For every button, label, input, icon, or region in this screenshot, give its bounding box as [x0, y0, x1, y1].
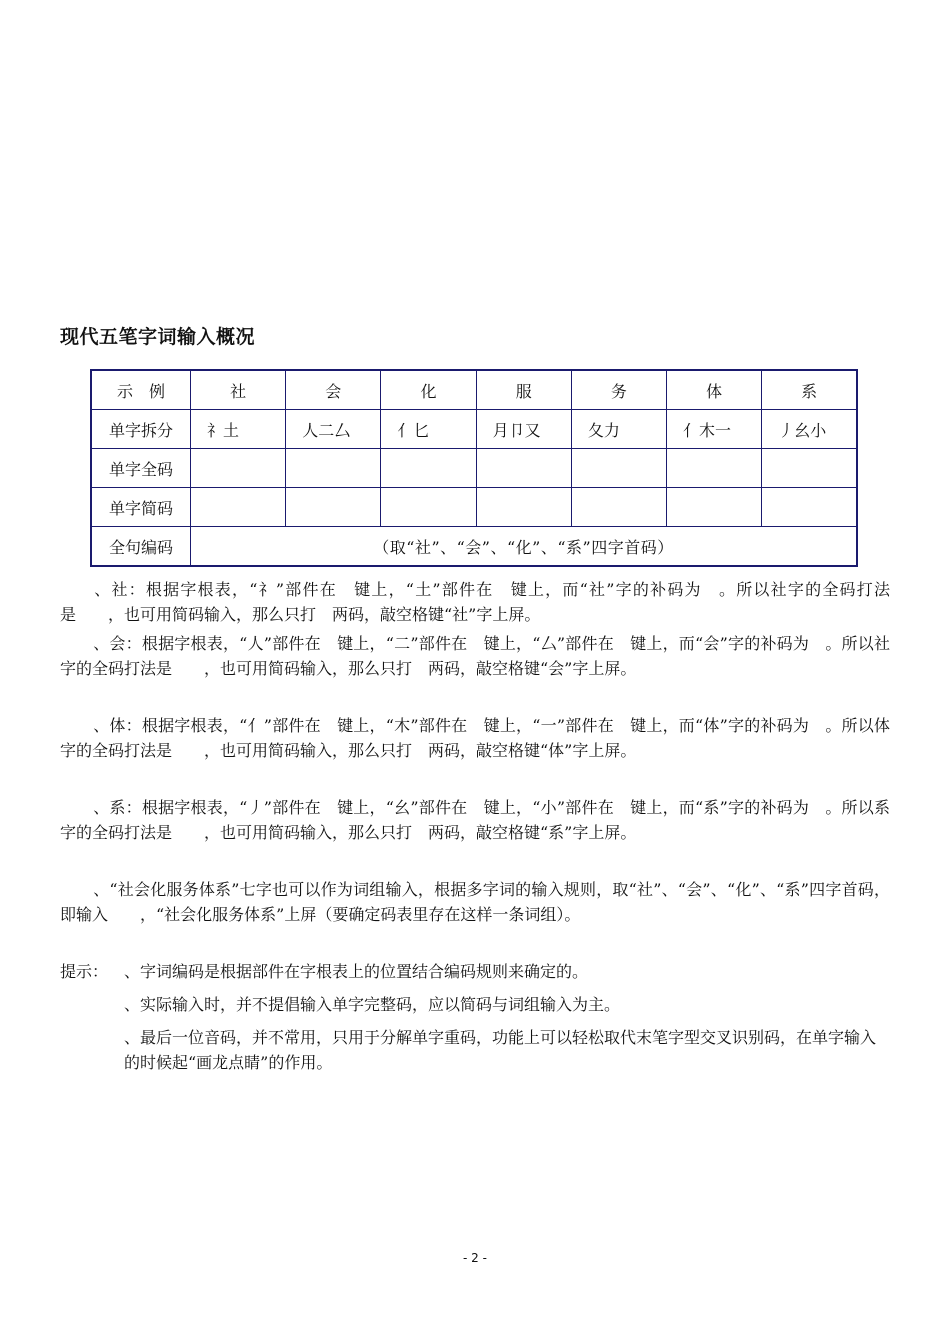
table-header-cell: 系 [762, 370, 857, 410]
tip-item: 、实际输入时，并不提倡输入单字完整码，应以简码与词组输入为主。 [124, 995, 621, 1014]
paragraph-text: 、会：根据字根表，“人”部件在 键上，“二”部件在 键上，“厶”部件在 键上，而“会”字的补码为 。所以社字的全码打法是 ，也可用简码输入，那么只打 两码，敲空格键“会”字上屏。 [60, 634, 890, 678]
table-cell: 亻木一 [667, 410, 762, 449]
table-cell: 礻土 [191, 410, 286, 449]
table-cell [667, 488, 762, 527]
table-header-cell: 会 [286, 370, 381, 410]
paragraph-text: 、体：根据字根表，“亻”部件在 键上，“木”部件在 键上，“一”部件在 键上，而“体”字的补码为 。所以体字的全码打法是 ，也可用简码输入，那么只打 两码，敲空格键“体”字上屏。 [60, 716, 890, 760]
table-cell [286, 449, 381, 488]
table-cell: 月卩又 [476, 410, 571, 449]
tip-item: 、最后一位音码，并不常用，只用于分解单字重码，功能上可以轻松取代末笔字型交叉识别码，在单字输入的时候起“画龙点睛”的作用。 [124, 1028, 877, 1072]
table-cell: 丿幺小 [762, 410, 857, 449]
row-label: 单字简码 [91, 488, 191, 527]
paragraph-text: 、系：根据字根表，“丿”部件在 键上，“幺”部件在 键上，“小”部件在 键上，而“系”字的补码为 。所以系字的全码打法是 ，也可用简码输入，那么只打 两码，敲空格键“系”字上屏。 [60, 798, 890, 842]
table-cell: 亻匕 [381, 410, 476, 449]
table-cell [571, 449, 666, 488]
table-cell [762, 449, 857, 488]
paragraph [60, 795, 890, 845]
wubi-table [90, 369, 858, 567]
table-row [91, 488, 857, 527]
tip-item: 、字词编码是根据部件在字根表上的位置结合编码规则来确定的。 [124, 962, 589, 981]
table-header-cell: 务 [571, 370, 666, 410]
row-label: 单字全码 [91, 449, 191, 488]
row-label: 全句编码 [91, 527, 191, 567]
table-row [91, 410, 857, 449]
table-row [91, 449, 857, 488]
table-cell [286, 488, 381, 527]
table-cell [667, 449, 762, 488]
table-row-sentence [91, 527, 857, 567]
sentence-note: （取“社”、“会”、“化”、“系”四字首码） [191, 527, 858, 567]
table-cell: 人二厶 [286, 410, 381, 449]
table-cell [476, 488, 571, 527]
table-cell [381, 488, 476, 527]
table-cell [381, 449, 476, 488]
page-title: 现代五笔字词输入概况 [60, 326, 256, 348]
table-header-cell: 社 [191, 370, 286, 410]
page-number: - 2 - [463, 1251, 487, 1265]
table-header-cell: 体 [667, 370, 762, 410]
table-cell [476, 449, 571, 488]
paragraph-text: 、社：根据字根表，“礻”部件在 键上，“土”部件在 键上，而“社”字的补码为 。所以社字的全码打法是 ，也可用简码输入，那么只打 两码，敲空格键“社”字上屏。 [60, 580, 890, 624]
paragraph [60, 877, 890, 927]
paragraph [60, 713, 890, 763]
paragraph [60, 577, 890, 627]
tips-label: 提示： [60, 962, 109, 981]
row-label: 单字拆分 [91, 410, 191, 449]
table-cell [191, 449, 286, 488]
table-cell: 夂力 [571, 410, 666, 449]
table-header-cell: 化 [381, 370, 476, 410]
table-header-row [91, 370, 857, 410]
paragraph-text: 、“社会化服务体系”七字也可以作为词组输入，根据多字词的输入规则，取“社”、“会”、“化”、“系”四字首码，即输入 ，“社会化服务体系”上屏（要确定码表里存在这样一条词组）。 [60, 880, 890, 924]
table-cell [571, 488, 666, 527]
table-header-cell: 示 例 [91, 370, 191, 410]
table-header-cell: 服 [476, 370, 571, 410]
table-cell [191, 488, 286, 527]
paragraph [60, 631, 890, 681]
table-cell [762, 488, 857, 527]
